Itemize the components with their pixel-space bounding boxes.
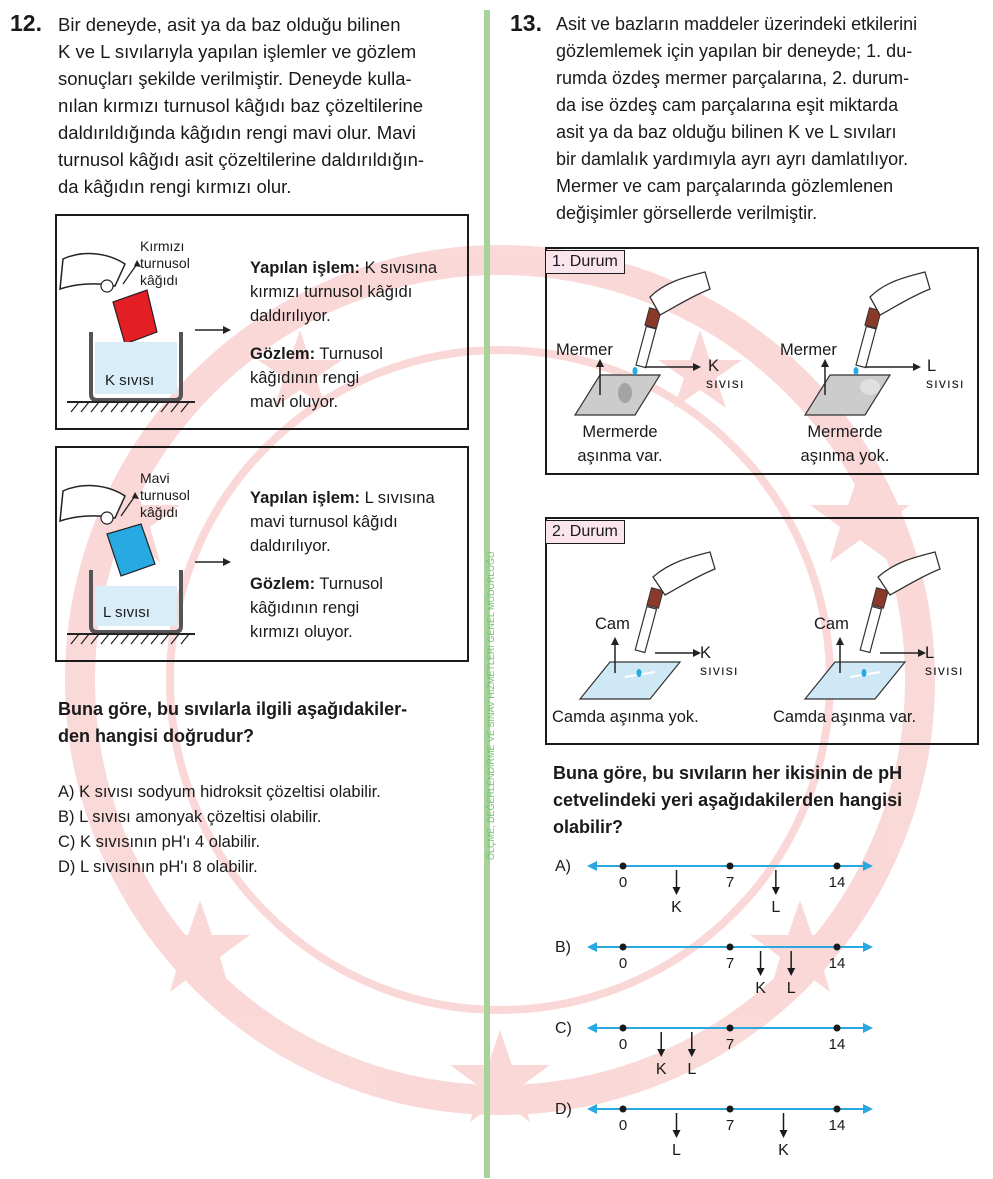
ph-tick-dot [834,863,841,870]
question-12-options [58,780,381,880]
ph-axis-left-arrow [587,861,597,871]
ph-marker-label-l: L [771,899,781,916]
ph-tick-label: 0 [618,874,628,891]
ph-marker-head-l [673,1130,681,1138]
question-12-number: 12. [10,10,42,36]
ph-tick-dot [620,863,627,870]
liquid-k-label: K sıvısı [105,372,155,389]
ph-tick-label: 7 [725,1036,735,1053]
ph-marker-label-k: K [755,980,766,997]
durum-1-tag: 1. Durum [545,250,625,274]
d2-right-liquid2: sıvısı [925,662,964,678]
option-b[interactable]: B) L sıvısı amonyak çözeltisi olabilir. [58,808,322,826]
ph-axis-right-arrow [863,1023,873,1033]
ph-tick-label: 0 [618,955,628,972]
option-a[interactable]: A) K sıvısı sodyum hidroksit çözeltisi olabilir. [58,783,381,801]
ph-tick-dot [620,944,627,951]
ph-tick-dot [727,1025,734,1032]
ph-marker-label-k: K [671,899,682,916]
ph-tick-dot [834,1106,841,1113]
ph-option-d[interactable] [553,1095,883,1165]
ph-tick-dot [834,1025,841,1032]
d1-left-liquid: K [708,357,720,375]
option-c[interactable]: C) K sıvısının pH'ı 4 olabilir. [58,833,261,851]
question-13-number: 13. [510,10,542,36]
option-label: A) [555,858,571,875]
ph-marker-label-l: L [672,1142,681,1159]
red-litmus-paper [113,290,157,344]
d2-left-liquid: K [700,644,712,662]
ph-tick-label: 14 [828,955,846,972]
ph-marker-head-k [657,1049,665,1057]
d1-left-caption: Mermerde aşınma var. [577,423,663,465]
ph-option-b[interactable] [553,933,883,1003]
ph-axis-left-arrow [587,1104,597,1114]
d1-right-liquid: L [927,357,937,375]
ph-marker-head-k [757,968,765,976]
ph-tick-label: 14 [828,874,846,891]
d2-right-caption: Camda aşınma var. [773,708,917,726]
d2-left-liquid2: sıvısı [700,662,739,678]
blue-paper-label: Mavi turnusol kâğıdı [140,470,190,520]
ph-tick-label: 7 [725,1117,735,1134]
ph-tick-label: 14 [828,1036,846,1053]
ph-option-a[interactable] [553,852,883,922]
ph-tick-label: 0 [618,1036,628,1053]
option-label: D) [555,1101,572,1118]
d1-left-liquid2: sıvısı [706,375,745,391]
ph-marker-head-k [673,887,681,895]
question-13-text: Asit ve bazların maddeler üzerindeki etkilerini gözlemlemek için yapılan bir deneyde; 1. du- rumda özdeş mermer parçalarına, 2. durum- da ise özdeş cam parçalarına eşit miktarda asit ya da baz olduğu bilinen K ve L sıvıları bir damlalık yardımıyla ayrı ayrı damlatılıyor. Mermer ve cam parçalarında gözlemlenen değişimler görsellerde verilmiştir. [556,14,918,223]
ph-tick-dot [834,944,841,951]
liquid-l-label: L sıvısı [103,604,150,621]
ph-axis-right-arrow [863,942,873,952]
box2-description: Yapılan işlem: L sıvısına mavi turnusol kâğıdı daldırılıyor. Gözlem: Turnusol kâğıdının rengi kırmızı oluyor. [250,489,435,641]
box1-description: Yapılan işlem: K sıvısına kırmızı turnusol kâğıdı daldırılıyor. Gözlem: Turnusol kâğıdının rengi mavi oluyor. [250,259,438,411]
blue-litmus-paper [107,524,155,576]
question-12-prompt: Buna göre, bu sıvılarla ilgili aşağıdakiler- den hangisi doğrudur? [58,699,408,746]
d1-right-material: Mermer [780,341,837,359]
question-12-text: Bir deneyde, asit ya da baz olduğu bilinen K ve L sıvılarıyla yapılan işlemler ve gözlem sonuçları şekilde verilmiştir. Deneyde kulla- nılan kırmızı turnusol kâğıdı baz çözeltilerine daldırıldığında kâğıdın rengi mavi olur. Mavi turnusol kâğıdı asit çözeltilerine daldırıldığın- da kâğıdın rengi kırmızı olur. [58,14,425,197]
d2-left-material: Cam [595,615,630,633]
ph-marker-label-k: K [655,1061,667,1078]
ph-tick-dot [727,863,734,870]
ph-tick-dot [620,1025,627,1032]
ph-axis-right-arrow [863,1104,873,1114]
ph-marker-head-l [772,887,780,895]
ph-tick-label: 0 [618,1117,628,1134]
d2-right-material: Cam [814,615,849,633]
vertical-footer-text: ÖLÇME, DEĞERLENDİRME VE SINAV HİZMETLERİ GENEL MÜDÜRLÜĞÜ [486,551,496,860]
d2-right-liquid: L [925,644,935,662]
ph-marker-label-k: K [778,1142,789,1159]
ph-options [553,852,883,1172]
ph-tick-label: 14 [828,1117,846,1134]
d2-left-caption: Camda aşınma yok. [552,708,699,726]
ph-tick-dot [620,1106,627,1113]
ph-marker-head-l [688,1049,696,1057]
d1-left-material: Mermer [556,341,613,359]
option-d[interactable]: D) L sıvısının pH'ı 8 olabilir. [58,858,258,876]
ph-marker-label-l: L [786,980,796,997]
ph-marker-head-l [787,968,795,976]
red-paper-label: Kırmızı turnusol kâğıdı [140,238,190,288]
question-13-prompt: Buna göre, bu sıvıların her ikisinin de pH cetvelindeki yeri aşağıdakilerden hangisi olabilir? [553,763,903,837]
ph-tick-dot [727,944,734,951]
ph-tick-label: 7 [725,955,735,972]
ph-axis-left-arrow [587,942,597,952]
ph-axis-left-arrow [587,1023,597,1033]
ph-tick-dot [727,1106,734,1113]
option-label: B) [555,939,571,956]
option-label: C) [555,1020,572,1037]
ph-marker-head-k [780,1130,788,1138]
durum-2-tag: 2. Durum [545,520,625,544]
ph-tick-label: 7 [725,874,735,891]
ph-axis-right-arrow [863,861,873,871]
d1-right-caption: Mermerde aşınma yok. [800,423,890,465]
d1-right-liquid2: sıvısı [926,375,965,391]
ph-marker-label-l: L [687,1061,697,1078]
ph-option-c[interactable] [553,1014,883,1084]
